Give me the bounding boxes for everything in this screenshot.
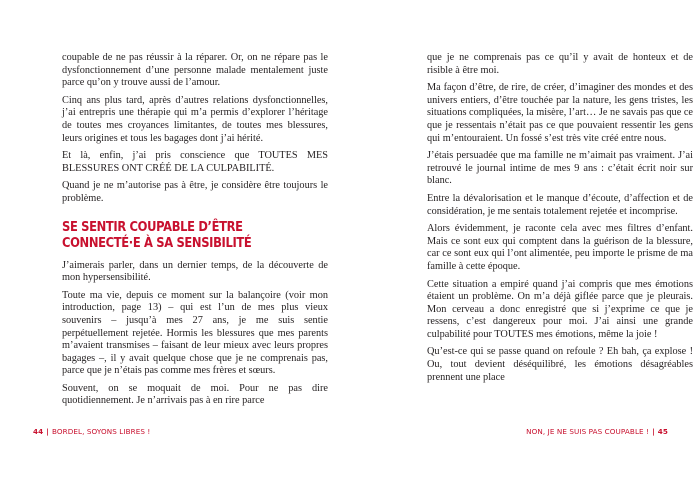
left-paragraph-1: coupable de ne pas réussir à la réparer. Or, on ne répare pas le dysfonctionnement d’une personne malade mentalement juste parce qu’on y trouve aussi de l’amour.: [62, 52, 328, 89]
right-text-column: [427, 52, 693, 389]
left-paragraph-7: Souvent, on se moquait de moi. Pour ne pas dire quotidiennement. Je n’arrivais pas à en rire parce: [62, 382, 328, 407]
right-paragraph-6: Cette situation a empiré quand j’ai compris que mes émotions étaient un problème. On m’a déjà giflée parce que je pleurais. Mon cerveau a donc enregistré que si j’exprime ce que je ressens, c’est dangereux pour moi. J’ai ainsi une grande culpabilité pour TOUTES mes émotions, même la joie !: [427, 278, 693, 340]
right-page-number: 45: [657, 427, 668, 436]
right-running-title: NON, JE NE SUIS PAS COUPABLE !: [526, 427, 650, 436]
left-text-column: [62, 52, 328, 413]
right-paragraph-4: Entre la dévalorisation et le manque d’écoute, d’affection et de considération, je me sentais totalement rejetée et incomprise.: [427, 192, 693, 217]
right-paragraph-2: Ma façon d’être, de rire, de créer, d’imaginer des mondes et des univers entiers, d’être touchée par la nature, les gens tristes, les situations compliquées, la misère, l’art… Je ne savais pas que ce que je ressentais n’était pas ce que pouvaient ressentir les gens qui m’entouraient. Un fossé s’est très vite créé entre nous.: [427, 82, 693, 144]
left-paragraph-2: Cinq ans plus tard, après d’autres relations dysfonctionnelles, j’ai entrepris une thérapie qui m’a permis d’explorer l’héritage de toutes mes croyances limitantes, de toutes mes blessures, leurs origines et tous les bagages dont j’ai hérité.: [62, 94, 328, 144]
right-paragraph-7: Qu’est-ce qui se passe quand on refoule ? Eh bah, ça explose ! Ou, tout devient déséquilibré, les émotions désagréables prennent une place: [427, 346, 693, 383]
left-footer-separator: |: [46, 427, 49, 436]
left-page-footer: [33, 427, 150, 436]
left-paragraph-4: Quand je ne m’autorise pas à être, je considère être toujours le problème.: [62, 180, 328, 204]
right-paragraph-3: J’étais persuadée que ma famille ne m’aimait pas vraiment. J’ai retrouvé le journal intime de mes 9 ans : c’était écrit noir sur blanc.: [427, 150, 693, 187]
left-paragraph-3: Et là, enfin, j’ai pris conscience que TOUTES MES BLESSURES ONT CRÉÉ DE LA CULPABILITÉ.: [62, 150, 328, 174]
right-paragraph-1: que je ne comprenais pas ce qu’il y avait de honteux et de risible à être moi.: [427, 52, 693, 76]
right-page-footer: [526, 427, 668, 436]
left-paragraph-6: Toute ma vie, depuis ce moment sur la balançoire (voir mon introduction, page 13) – qui est l’un de mes plus vieux souvenirs – jusqu’à mes 27 ans, je me suis sentie perpétuellement rejetée. Hormis les blessures que mes parents m’avaient transmises – faisant de leur mieux avec leurs propres bagages –, il y avait quelque chose que je ne comprenais pas, parce que je n’étais pas comme mes frères et sœurs.: [62, 289, 328, 377]
left-running-title: BORDEL, SOYONS LIBRES !: [51, 427, 151, 436]
right-paragraph-5: Alors évidemment, je raconte cela avec mes filtres d’enfant. Mais ce sont eux qui comptent dans la guérison de la blessure, car ce sont eux qui l’ont alimentée, peu importe le prisme de ma famille à cette époque.: [427, 223, 693, 272]
right-page: [350, 0, 700, 483]
section-heading: SE SENTIR COUPABLE D’ÊTRE CONNECTÉ·E À SA SENSIBILITÉ: [62, 219, 252, 251]
left-paragraph-5: J’aimerais parler, dans un dernier temps, de la découverte de mon hypersensibilité.: [62, 259, 328, 284]
right-footer-separator: |: [652, 427, 655, 436]
left-page-number: 44: [33, 427, 44, 436]
